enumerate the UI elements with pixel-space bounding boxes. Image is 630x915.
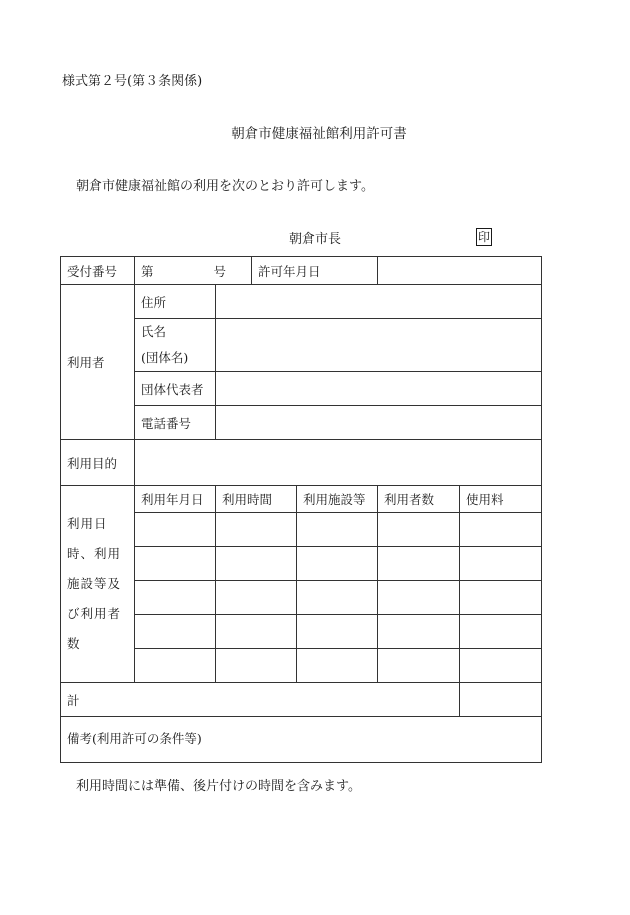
footnote: 利用時間には準備、後片付けの時間を含みます。 [76,779,361,794]
user-label: 利用者 [61,285,135,440]
schedule-cell[interactable] [297,513,378,547]
name-label-line2: (団体名) [141,350,189,365]
remarks-row [61,717,542,763]
representative-label: 団体代表者 [135,372,216,406]
permit-date-label: 許可年月日 [252,257,378,285]
total-row [61,683,542,717]
name-field[interactable] [216,319,542,372]
schedule-cell[interactable] [378,615,460,649]
schedule-cell[interactable] [460,615,542,649]
column-header: 利用時間 [216,486,297,513]
schedule-cell[interactable] [135,615,216,649]
document-title: 朝倉市健康福祉館利用許可書 [231,126,407,142]
schedule-cell[interactable] [135,581,216,615]
schedule-cell[interactable] [135,513,216,547]
schedule-cell[interactable] [378,581,460,615]
total-field[interactable] [460,683,542,717]
form-number-label: 様式第２号(第３条関係) [62,74,203,89]
schedule-header-row [61,486,542,513]
column-header: 利用者数 [378,486,460,513]
purpose-label: 利用目的 [61,440,135,486]
schedule-cell[interactable] [378,547,460,581]
permit-statement: 朝倉市健康福祉館の利用を次のとおり許可します。 [76,179,374,194]
schedule-cell[interactable] [135,547,216,581]
column-header: 利用施設等 [297,486,378,513]
schedule-cell[interactable] [297,547,378,581]
purpose-field[interactable] [135,440,542,486]
column-header: 使用料 [460,486,542,513]
name-label-line1: 氏名 [141,324,167,339]
address-label: 住所 [135,285,216,319]
purpose-row [61,440,542,486]
reception-number-field[interactable] [135,257,252,285]
address-field[interactable] [216,285,542,319]
schedule-cell[interactable] [460,581,542,615]
schedule-cell[interactable] [297,615,378,649]
phone-label: 電話番号 [135,406,216,440]
permit-date-field[interactable] [378,257,542,285]
schedule-cell[interactable] [460,513,542,547]
number-suffix: 号 [213,263,227,279]
phone-field[interactable] [216,406,542,440]
representative-field[interactable] [216,372,542,406]
schedule-cell[interactable] [216,615,297,649]
schedule-cell[interactable] [135,649,216,683]
permit-form-table [60,256,542,763]
remarks-field[interactable]: 備考(利用許可の条件等) [61,717,542,763]
total-label: 計 [61,683,460,717]
name-label [135,319,216,372]
schedule-cell[interactable] [216,547,297,581]
schedule-cell[interactable] [460,547,542,581]
reception-number-label: 受付番号 [61,257,135,285]
schedule-cell[interactable] [216,649,297,683]
issuer-name: 朝倉市長 [289,232,342,247]
schedule-cell[interactable] [378,649,460,683]
schedule-cell[interactable] [297,581,378,615]
reception-row [61,257,542,285]
number-prefix: 第 [141,263,154,279]
schedule-cell[interactable] [297,649,378,683]
seal-stamp-box: 印 [478,230,491,244]
address-row [61,285,542,319]
schedule-cell[interactable] [460,649,542,683]
column-header: 利用年月日 [135,486,216,513]
schedule-cell[interactable] [216,513,297,547]
schedule-cell[interactable] [216,581,297,615]
schedule-label: 利用日時、利用施設等及び利用者数 [61,486,135,683]
schedule-cell[interactable] [378,513,460,547]
